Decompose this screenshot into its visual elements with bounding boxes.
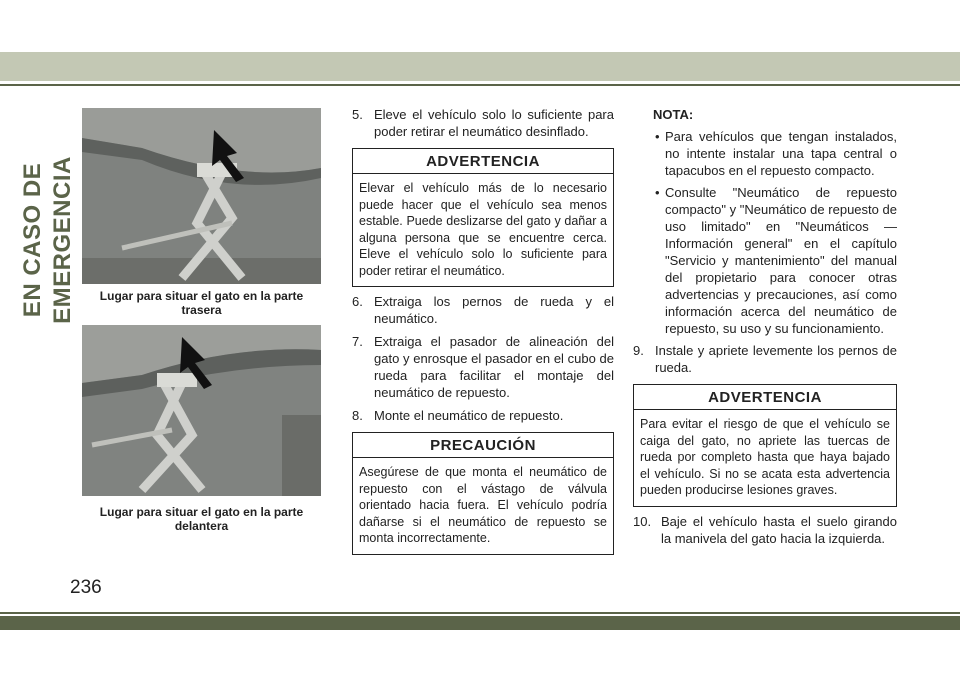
step-8: [352, 407, 614, 424]
step-text: Extraiga el pasador de alineación del gato y enrosque el pasador en el cubo de rueda para facilitar el montaje del neumático de repuesto.: [374, 334, 614, 400]
caution-title: PRECAUCIÓN: [353, 433, 613, 458]
front-jack-photo: [82, 325, 321, 496]
warning-title: ADVERTENCIA: [634, 385, 896, 410]
bullet-dot: •: [655, 129, 660, 144]
warning-text: Elevar el vehículo más de lo necesario puede hacer que el vehículo sea menos estable. Puede deslizarse del gato y dañar a alguna persona que se encuentre cerca. Eleve el vehículo solo lo suficiente para poder retirar el neumático.: [359, 181, 607, 278]
step-number: 9.: [633, 343, 644, 358]
warning-box-2: [633, 384, 897, 507]
caution-box: [352, 432, 614, 555]
step-number: 6.: [352, 294, 363, 309]
step-text: Eleve el vehículo solo lo suficiente para poder retirar el neumático desinflado.: [374, 107, 614, 139]
step-number: 10.: [633, 513, 652, 529]
front-jack-caption: Lugar para situar el gato en la parte delantera: [99, 505, 304, 533]
warning-title: ADVERTENCIA: [353, 149, 613, 174]
step-10: [633, 513, 897, 547]
warning-box: [352, 148, 614, 287]
caution-text: Asegúrese de que monta el neumático de repuesto con el vástago de válvula orientado hacia fuera. El vehículo podría dañarse si el neumático de repuesto se monta incorrectamente.: [359, 465, 607, 545]
step-text: Instale y apriete levemente los pernos de rueda.: [655, 343, 897, 375]
rear-jack-caption: Lugar para situar el gato en la parte trasera: [99, 289, 304, 317]
header-rule: [0, 84, 960, 86]
step-text: Baje el vehículo hasta el suelo girando la manivela del gato hacia la izquierda.: [661, 513, 897, 546]
rear-jack-photo: [82, 108, 321, 284]
footer-band: [0, 616, 960, 630]
step-text: Monte el neumático de repuesto.: [374, 408, 564, 423]
page-number: 236: [70, 577, 102, 598]
warning-text: Para evitar el riesgo de que el vehículo se caiga del gato, no apriete las tuercas de rueda por completo hasta que haya bajado el vehículo. Si no se acata esta advertencia pueden producirse lesiones graves.: [640, 417, 890, 497]
footer-rule: [0, 612, 960, 614]
step-text: Extraiga los pernos de rueda y el neumático.: [374, 294, 614, 326]
instructions-column-2: [633, 106, 897, 553]
note-bullet: [633, 184, 897, 337]
note-bullet: [633, 128, 897, 179]
step-7: [352, 333, 614, 401]
section-side-title: [18, 120, 76, 360]
step-number: 7.: [352, 334, 363, 349]
step-6: [352, 293, 614, 327]
step-9: [633, 342, 897, 376]
note-text: Para vehículos que tengan instalados, no intente instalar una tapa central o tapacubos en el repuesto compacto.: [665, 129, 897, 178]
instructions-column-1: [352, 106, 614, 561]
note-title: NOTA:: [653, 107, 694, 122]
bullet-dot: •: [655, 185, 660, 200]
step-number: 8.: [352, 408, 363, 423]
step-number: 5.: [352, 107, 363, 122]
note-text: Consulte "Neumático de repuesto compacto" y "Neumático de repuesto de uso limitado" en "Neumáticos — Información general" en el capítulo "Servicio y mantenimiento" del manual del propietario para conocer otras advertencias y precauciones, así como información acerca del neumático de repuesto, su uso y su funcionamiento.: [665, 185, 897, 336]
header-band: [0, 52, 960, 81]
section-title-text: EN CASO DE EMERGENCIA: [19, 156, 76, 324]
step-5: [352, 106, 614, 140]
